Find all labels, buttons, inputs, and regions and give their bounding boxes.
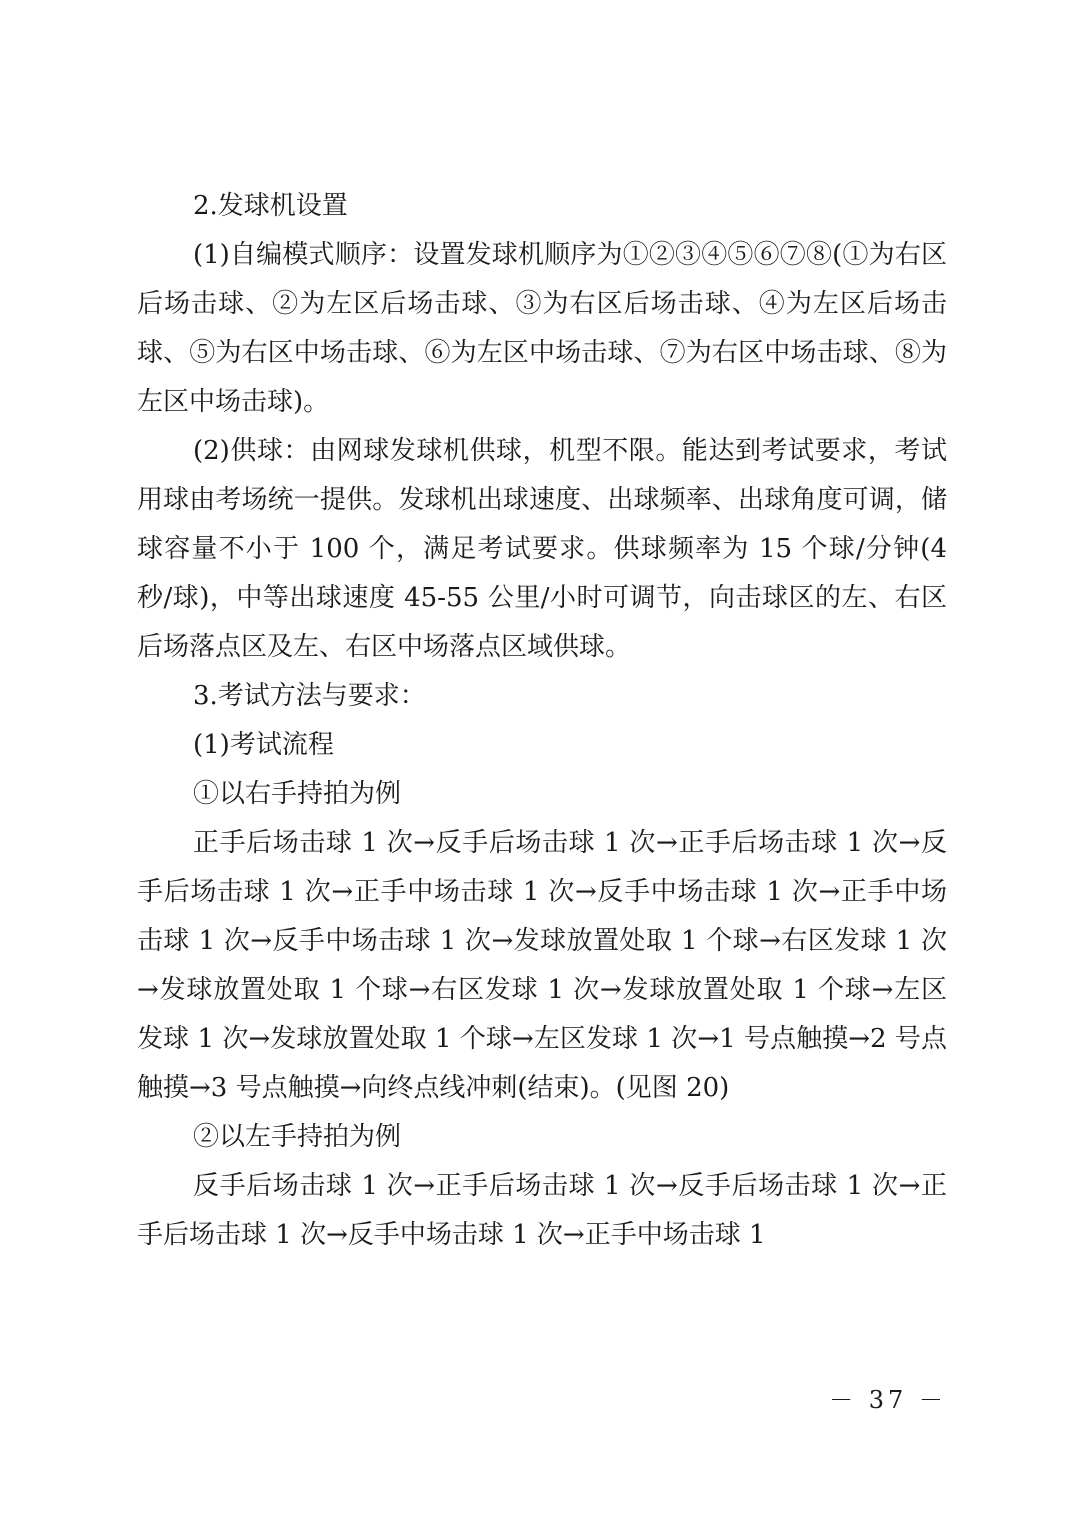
subheading-exam-process: (1)考试流程 (193, 730, 334, 760)
paragraph-ball-supply: (2)供球：由网球发球机供球，机型不限。能达到考试要求，考试用球由考场统一提供。发球机出球速度、出球频率、出球角度可调，储球容量不小于 100 个，满足考试要求。供球频率为 15 个球/分钟(4 秒/球)，中等出球速度 45-55 公里/小时可调节，向击球区的左、右区后场落点区及左、右区中场落点区域供球。 (137, 436, 947, 662)
section-heading-exam-method: 3.考试方法与要求： (193, 681, 426, 711)
body-text (137, 182, 947, 1260)
subheading-right-handed: ①以右手持拍为例 (193, 779, 402, 809)
section-heading-launcher-settings: 2.发球机设置 (193, 191, 348, 221)
paragraph-left-handed-sequence: 反手后场击球 1 次→正手后场击球 1 次→反手后场击球 1 次→正手后场击球 1 次→反手中场击球 1 次→正手中场击球 1 (137, 1171, 947, 1250)
paragraph-right-handed-sequence: 正手后场击球 1 次→反手后场击球 1 次→正手后场击球 1 次→反手后场击球 1 次→正手中场击球 1 次→反手中场击球 1 次→正手中场击球 1 次→反手中场击球 1 次→发球放置处取 1 个球→右区发球 1 次→发球放置处取 1 个球→右区发球 1 次→发球放置处取 1 个球→左区发球 1 次→发球放置处取 1 个球→左区发球 1 次→1 号点触摸→2 号点触摸→3 号点触摸→向终点线冲刺(结束)。(见图 20) (137, 828, 947, 1103)
page-number: － 37 － (829, 1386, 947, 1414)
paragraph-custom-mode-order: (1)自编模式顺序：设置发球机顺序为①②③④⑤⑥⑦⑧(①为右区后场击球、②为左区后场击球、③为右区后场击球、④为左区后场击球、⑤为右区中场击球、⑥为左区中场击球、⑦为右区中场击球、⑧为左区中场击球)。 (137, 240, 947, 417)
subheading-left-handed: ②以左手持拍为例 (193, 1122, 402, 1152)
